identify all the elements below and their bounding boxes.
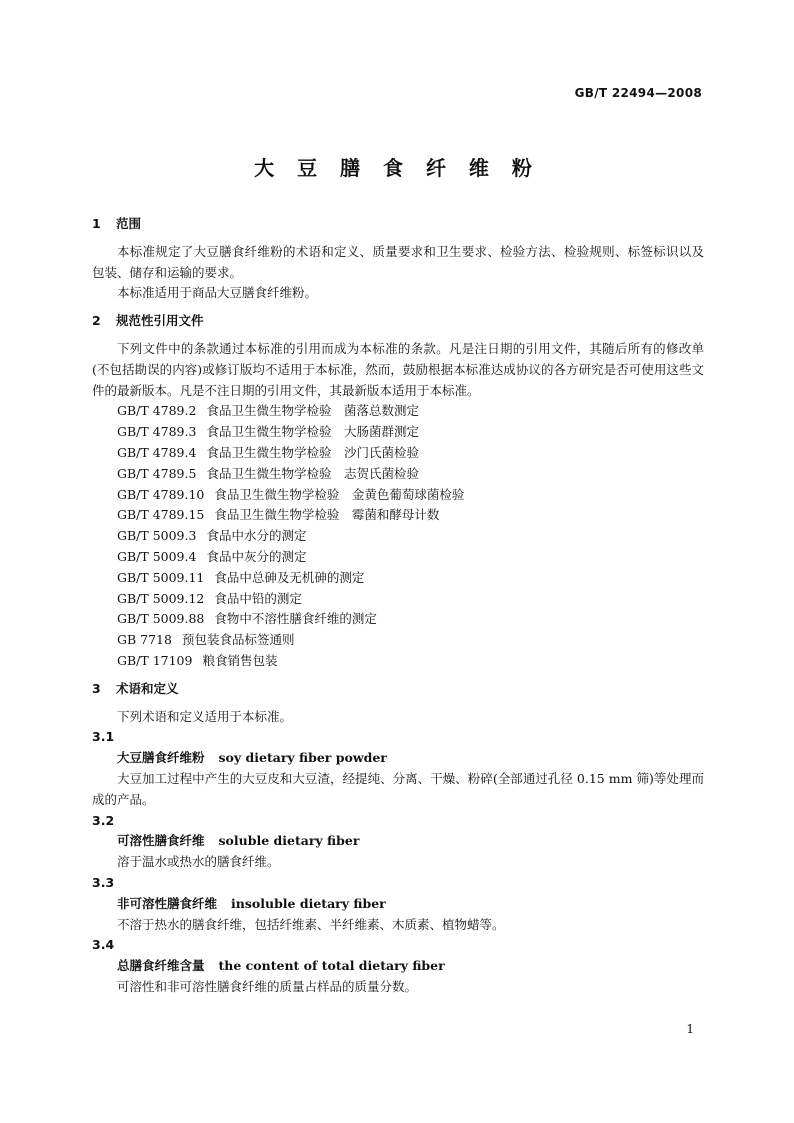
reference-code: GB/T 4789.2 xyxy=(117,403,197,419)
reference-item xyxy=(92,443,704,464)
term-zh: 大豆膳食纤维粉 xyxy=(117,750,205,766)
reference-title: 粮食销售包装 xyxy=(202,652,278,668)
term-heading xyxy=(92,748,704,769)
reference-title: 食品中总砷及无机砷的测定 xyxy=(214,569,365,585)
term-en: soy dietary fiber powder xyxy=(218,750,387,766)
reference-code: GB/T 5009.12 xyxy=(117,590,205,606)
term-heading xyxy=(92,831,704,852)
document-body xyxy=(92,214,704,998)
reference-code: GB/T 4789.4 xyxy=(117,444,197,460)
term-number: 3.4 xyxy=(92,937,115,953)
reference-title: 食品中铅的测定 xyxy=(214,590,302,606)
section-number: 2 xyxy=(92,313,101,329)
reference-item xyxy=(92,630,704,651)
term-number: 3.3 xyxy=(92,874,115,890)
section-number: 1 xyxy=(92,216,101,231)
reference-code: GB 7718 xyxy=(117,632,172,648)
term-number: 3.1 xyxy=(92,729,115,745)
reference-title: 食品卫生微生物学检验 菌落总数测定 xyxy=(206,403,419,419)
term-heading xyxy=(92,956,704,977)
reference-code: GB/T 5009.88 xyxy=(117,611,205,627)
paragraph: 下列文件中的条款通过本标准的引用而成为本标准的条款。凡是注日期的引用文件，其随后所有的修改单(不包括勘误的内容)或修订版均不适用于本标准，然而，鼓励根据本标准达成协议的各方研究是否可使用这些文件的最新版本。凡是不注日期的引用文件，其最新版本适用于本标准。 xyxy=(92,340,704,398)
reference-item xyxy=(92,526,704,547)
reference-item xyxy=(92,568,704,589)
reference-title: 预包装食品标签通则 xyxy=(181,632,295,648)
reference-item xyxy=(92,422,704,443)
section-number: 3 xyxy=(92,680,101,696)
page-number: 1 xyxy=(686,1022,694,1036)
term-definition: 可溶性和非可溶性膳食纤维的质量占样品的质量分数。 xyxy=(117,978,418,994)
section-heading-1 xyxy=(92,214,704,235)
term-definition: 溶于温水或热水的膳食纤维。 xyxy=(117,854,280,870)
reference-title: 食品卫生微生物学检验 金黄色葡萄球菌检验 xyxy=(214,486,465,502)
reference-code: GB/T 4789.3 xyxy=(117,424,197,440)
reference-item xyxy=(92,547,704,568)
reference-title: 食品卫生微生物学检验 沙门氏菌检验 xyxy=(206,444,419,460)
section-title: 术语和定义 xyxy=(116,680,179,696)
document-title: 大 豆 膳 食 纤 维 粉 xyxy=(254,156,540,180)
term-en: insoluble dietary fiber xyxy=(231,895,386,911)
reference-title: 食品中灰分的测定 xyxy=(206,548,307,564)
reference-title: 食物中不溶性膳食纤维的测定 xyxy=(214,611,377,627)
reference-title: 食品卫生微生物学检验 大肠菌群测定 xyxy=(206,424,419,440)
term-en: the content of total dietary fiber xyxy=(218,958,445,974)
reference-code: GB/T 4789.10 xyxy=(117,486,205,502)
reference-item xyxy=(92,464,704,485)
reference-item xyxy=(92,609,704,630)
term-definition: 不溶于热水的膳食纤维，包括纤维素、半纤维素、木质素、植物蜡等。 xyxy=(117,916,505,932)
term-zh: 可溶性膳食纤维 xyxy=(117,833,205,849)
paragraph: 下列术语和定义适用于本标准。 xyxy=(117,708,293,724)
reference-item xyxy=(92,589,704,610)
reference-list xyxy=(92,401,704,671)
reference-title: 食品卫生微生物学检验 霉菌和酵母计数 xyxy=(214,507,440,523)
reference-item xyxy=(92,651,704,672)
reference-code: GB/T 5009.3 xyxy=(117,528,197,544)
reference-title: 食品中水分的测定 xyxy=(206,528,307,544)
reference-item xyxy=(92,505,704,526)
term-zh: 总膳食纤维含量 xyxy=(117,958,205,974)
reference-code: GB/T 17109 xyxy=(117,652,193,668)
standard-code: GB/T 22494—2008 xyxy=(574,86,702,100)
reference-code: GB/T 5009.11 xyxy=(117,569,205,585)
paragraph: 本标准规定了大豆膳食纤维粉的术语和定义、质量要求和卫生要求、检验方法、检验规则、标签标识以及包装、储存和运输的要求。 xyxy=(92,243,704,280)
term-definition: 大豆加工过程中产生的大豆皮和大豆渣，经提纯、分离、干燥、粉碎(全部通过孔径 0.15 mm 筛)等处理而成的产品。 xyxy=(92,770,704,807)
term-heading xyxy=(92,894,704,915)
term-en: soluble dietary fiber xyxy=(218,833,360,849)
term-number: 3.2 xyxy=(92,812,115,828)
paragraph: 本标准适用于商品大豆膳食纤维粉。 xyxy=(117,285,318,301)
section-title: 规范性引用文件 xyxy=(116,313,204,329)
section-heading-2 xyxy=(92,311,704,332)
term-zh: 非可溶性膳食纤维 xyxy=(117,895,218,911)
section-heading-3 xyxy=(92,679,704,700)
reference-item xyxy=(92,485,704,506)
reference-title: 食品卫生微生物学检验 志贺氏菌检验 xyxy=(206,465,419,481)
reference-code: GB/T 5009.4 xyxy=(117,548,197,564)
reference-code: GB/T 4789.15 xyxy=(117,507,205,523)
reference-code: GB/T 4789.5 xyxy=(117,465,197,481)
section-title: 范围 xyxy=(116,216,142,231)
reference-item xyxy=(92,401,704,422)
